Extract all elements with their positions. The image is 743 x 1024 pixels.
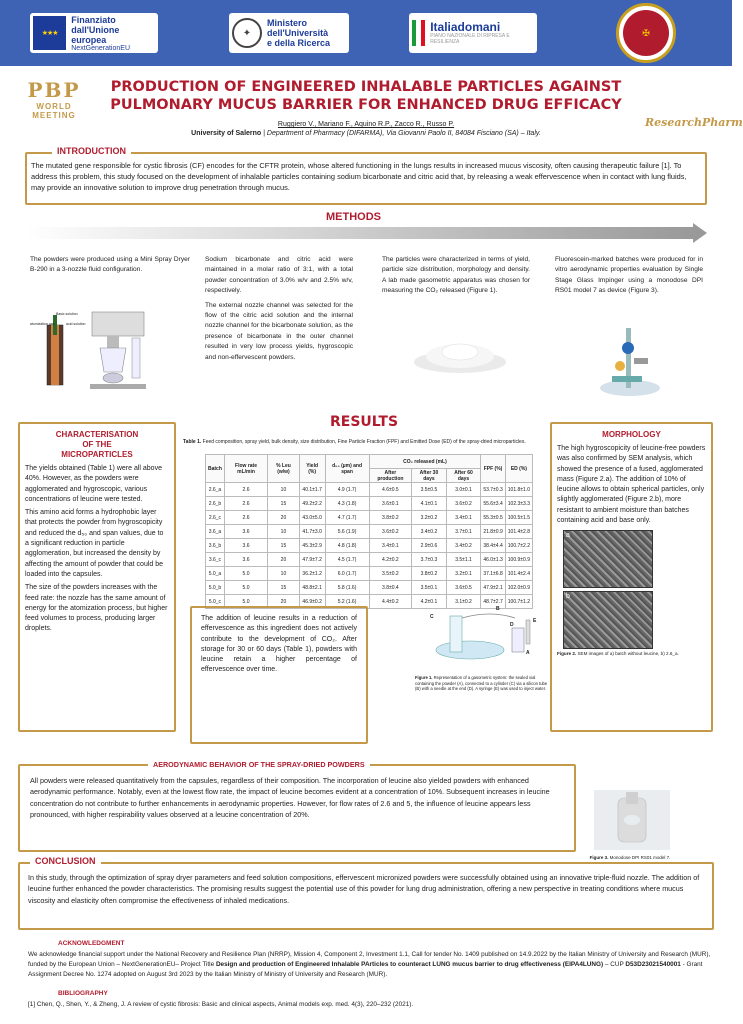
characterisation-heading-line1: CHARACTERISATION (55, 430, 139, 439)
table-cell: 55.3±0.5 (481, 511, 505, 525)
table-cell: 40.1±1.7 (299, 483, 325, 497)
eu-logo-line3: NextGenerationEU (71, 44, 131, 52)
morphology-text: The high hygroscopicity of leucine-free powders was also confirmed by SEM analysis, which showed the presence of a fused, agglomerated mass (Figure 2.a). The addition of 10% of leucine allows to obtain spherical particles, only slightly agglomerated (Figure 2.b), more resistant to ambient moisture than batches containing acid and base only. (557, 445, 706, 525)
table-cell: 4.6±0.5 (369, 483, 412, 497)
table-cell: 3.5±0.5 (412, 483, 447, 497)
conclusion-heading: CONCLUSION (30, 856, 101, 866)
table-caption (183, 439, 543, 445)
characterisation-p3: The size of the powders increases with the feed rate: the nozzle has the same amount of energy for the atomization process, but higher feed volumes to process, producing larger droplets. (25, 584, 168, 633)
morphology-heading: MORPHOLOGY (602, 430, 661, 439)
methods-col3-text: The particles were characterized in terms of yield, particle size distribution, morphology and density. A lab made gasometric apparatus was chosen for measuring the CO₂ released (Figure 1). (382, 256, 530, 295)
results-table-body (206, 483, 533, 609)
researchpharm-text: ResearchPharm (645, 116, 743, 129)
table-cell: 5.0_c (206, 595, 225, 609)
table-cell: 41.7±3.0 (299, 525, 325, 539)
table-cell: 4.8 (1.8) (325, 539, 369, 553)
italiadomani-subtext: PIANO NAZIONALE DI RIPRESA E RESILIENZA (430, 33, 510, 45)
fig3-caption-text: Monodose DPI RS01 model 7. (609, 855, 671, 860)
fig1-caption-text: Representation of a gasometric system: the sealed vial containing the powder (A), connected to a cylinder (C) via a silicon tube (B) with a needle at the end (D). A syringe (E) was used to inject water. (415, 675, 548, 692)
sem-image-b (563, 591, 653, 649)
table-cell: 20 (268, 595, 300, 609)
table-cell: 2.9±0.6 (412, 539, 447, 553)
ack-part1: We acknowledge financial support under the National Recovery and Resilience Plan (NRRP), Mission 4, Component 2, Investment 1.1, Call for tender No. 1409 published on 14.9.2022 by the Italian Ministry of University and Research (MUR), funded by the European Union – NextGenerationEU– Project Title (28, 951, 711, 968)
leucine-text: The addition of leucine results in a reduction of effervescence as this ingredient does not actively contribute to the development of CO₂. After storage for 30 or 60 days (Table 1), powders with leucine retain a higher percentage of effervescence over time. (201, 615, 357, 674)
table-cell: 3.6±0.2 (369, 525, 412, 539)
table-row (206, 511, 533, 525)
table-cell: 49.2±2.2 (299, 497, 325, 511)
table-cell: 15 (268, 539, 300, 553)
table-cell: 47.9±2.1 (481, 581, 505, 595)
table-cell: 3.6_b (206, 539, 225, 553)
table-cell: 15 (268, 581, 300, 595)
table-caption-text: Feed composition, spray yield, bulk density, size distribution, Fine Particle Fraction (FPF) and Emitted Dose (ED) of the spray-dried microparticles. (202, 439, 526, 445)
fig1-label-c: C (430, 614, 434, 620)
sem-label-b: b (566, 593, 570, 601)
italiadomani-logo (409, 13, 537, 53)
fig1-label-e: E (533, 618, 537, 624)
table-cell: 45.3±2.9 (299, 539, 325, 553)
ack-part3: - Grant Assignment Decree No. 1274 adopted on August 3rd 2023 by the Italian Ministry of Ministry of University and Research (MUR). (28, 961, 703, 978)
table-row (206, 553, 533, 567)
fig1-label-a: A (526, 650, 530, 656)
fig3-caption (585, 855, 675, 861)
methods-heading: METHODS (321, 211, 386, 223)
seal-emblem-icon: ✠ (623, 10, 669, 56)
table-row (206, 581, 533, 595)
fig1-label-d: D (510, 622, 514, 628)
title-line-1: PRODUCTION OF ENGINEERED INHALABLE PARTICLES AGAINST (110, 79, 622, 95)
table-cell: 100.7±2.2 (505, 539, 532, 553)
acknowledgment-text (28, 950, 718, 980)
table-cell: 102.3±3.3 (505, 497, 532, 511)
table-cell: 2.6 (224, 511, 267, 525)
fig1-label-b: B (496, 606, 500, 612)
table-cell: 4.2±0.2 (369, 553, 412, 567)
ack-project-title: Design and production of Engineered Inhalable PArticles to counteract LUNG mucus barrier to drug effectiveness (EIPA4LUNG) (215, 961, 604, 968)
table-cell: 3.4±0.2 (412, 525, 447, 539)
table-cell: 3.7±0.1 (446, 525, 481, 539)
table-cell: 48.7±2.7 (481, 595, 505, 609)
introduction-text: The mutated gene responsible for cystic fibrosis (CF) encodes for the CFTR protein, whose altered functioning in the lungs results in increased mucus viscosity, often causing therapeutic failure [1]. To address this problem, this study focused on the development of inhalable particles containing sodium bicarbonate and citric acid that, by releasing a weak effervescence when in contact with lung fluids, may provide an innovative solution to improve drug penetration through mucus. (31, 161, 687, 192)
table-cell: 3.8±0.2 (369, 511, 412, 525)
col-header-leu: % Leu (w/w) (268, 455, 300, 483)
table-cell: 10 (268, 525, 300, 539)
acknowledgment-heading: ACKNOWLEDGMENT (58, 940, 125, 947)
affiliation-university: University of Salerno (191, 130, 262, 137)
table-row (206, 539, 533, 553)
table-cell: 21.8±0.9 (481, 525, 505, 539)
dpi-device-image (594, 790, 670, 850)
table-cell: 101.4±2.4 (505, 567, 532, 581)
table-cell: 3.0±0.1 (446, 483, 481, 497)
aerodynamic-box (18, 764, 576, 852)
col-header-batch: Batch (206, 455, 225, 483)
mur-logo-line2: dell'Università (267, 28, 329, 38)
table-cell: 3.6 (224, 525, 267, 539)
table-cell: 100.9±0.9 (505, 553, 532, 567)
table-cell: 3.5±0.2 (369, 567, 412, 581)
characterisation-p1: The yields obtained (Table 1) were all above 40%. However, as the powders were agglomerated and hygroscopic, various concentrations of leucine were tested. (25, 465, 162, 503)
table-cell: 3.2±0.2 (412, 511, 447, 525)
researchpharm-logo (645, 116, 743, 129)
table-cell: 100.7±1.2 (505, 595, 532, 609)
col-header-ed: ED (%) (505, 455, 532, 483)
table-cell: 5.0_b (206, 581, 225, 595)
table-cell: 20 (268, 511, 300, 525)
characterisation-box (18, 422, 176, 732)
table-cell: 3.5±1.1 (446, 553, 481, 567)
label-basic-solution: Basic solution (56, 312, 78, 316)
table-cell: 2.6_b (206, 497, 225, 511)
results-heading: RESULTS (330, 414, 399, 430)
table-cell: 4.1±0.1 (412, 497, 447, 511)
table-cell: 100.5±1.5 (505, 511, 532, 525)
methods-col2-p2: The external nozzle channel was selected for the flow of the citric acid solution and the internal nozzle channel for the bicarbonate solution, as the presence of bicarbonate in the outer channel resulted in very low process yields, hygroscopic and non-effervescent powders. (205, 301, 353, 361)
table-cell: 10 (268, 567, 300, 581)
authors: Ruggiero V., Mariano F., Aquino R.P., Zacco R., Russo P. (277, 121, 455, 128)
table-row (206, 497, 533, 511)
eu-logo-line1: Finanziato (71, 14, 116, 25)
table-cell: 3.6 (224, 553, 267, 567)
italiadomani-text: Italiadomani (430, 20, 501, 34)
table-cell: 5.0 (224, 581, 267, 595)
table-cell: 3.6_c (206, 553, 225, 567)
table-row (206, 483, 533, 497)
col-header-d50: d₅₀ (µm) and span (325, 455, 369, 483)
table-row (206, 525, 533, 539)
eu-logo-line2: dall'Unione europea (71, 24, 120, 45)
conclusion-box (18, 862, 714, 930)
table-cell: 43.0±5.0 (299, 511, 325, 525)
pbp-logo (15, 78, 93, 120)
table-cell: 6.0 (1.7) (325, 567, 369, 581)
table-cell: 101.8±1.0 (505, 483, 532, 497)
table-cell: 3.6±0.5 (446, 581, 481, 595)
table-cell: 3.5±0.1 (412, 581, 447, 595)
methods-col2-p1: Sodium bicarbonate and citric acid were maintained in a molar ratio of 3:1, with a total powder concentration of 3.0% w/v and 2.5% w/v, respectively. (205, 256, 353, 295)
impinger-image (590, 318, 670, 398)
table-cell: 5.0 (224, 567, 267, 581)
university-seal-logo (616, 3, 676, 63)
table-cell: 5.6 (1.9) (325, 525, 369, 539)
pbp-logo-subtext: WORLD MEETING (32, 102, 76, 120)
eu-flag-icon: ★★★ (33, 16, 66, 50)
table-cell: 3.7±0.3 (412, 553, 447, 567)
table-cell: 3.4±0.1 (369, 539, 412, 553)
table-cell: 37.1±6.8 (481, 567, 505, 581)
results-table (205, 454, 533, 609)
col-header-flow-rate: Flow rate mL/min (224, 455, 267, 483)
table-cell: 4.2±0.1 (412, 595, 447, 609)
label-acid-solution: acid solution (66, 322, 86, 326)
table-cell: 47.9±7.2 (299, 553, 325, 567)
table-cell: 46.9±0.2 (299, 595, 325, 609)
table-cell: 3.4±0.1 (446, 511, 481, 525)
characterisation-heading-line3: MICROPARTICLES (61, 450, 133, 459)
table-cell: 20 (268, 553, 300, 567)
fig2-caption-text: SEM images of a) batch without leucine, b) 2.6_a. (577, 651, 679, 657)
spray-dryer-image (32, 300, 192, 395)
table-cell: 3.8±0.4 (369, 581, 412, 595)
pbp-logo-text: PBP (27, 78, 81, 102)
table-cell: 5.2 (1.6) (325, 595, 369, 609)
mur-logo (229, 13, 349, 53)
table-cell: 10 (268, 483, 300, 497)
col-header-yield: Yield (%) (299, 455, 325, 483)
ack-part2: – CUP (603, 961, 626, 968)
col-header-after-production: After production (369, 469, 412, 483)
leucine-box (190, 606, 368, 744)
table-cell: 2.6 (224, 497, 267, 511)
characterisation-p2: This amino acid forms a hydrophobic layer that protects the powder from hygroscopicity and reduced the d₅₀ and span values, due to a significant reduction in particle agglomeration, but increased the density by affecting the amount of powder that could be loaded into the capsules. (25, 509, 164, 578)
table-cell: 5.8 (1.6) (325, 581, 369, 595)
methods-col2 (205, 255, 353, 363)
table-cell: 3.6±0.1 (369, 497, 412, 511)
table-cell: 5.0_a (206, 567, 225, 581)
table-cell: 4.9 (1.7) (325, 483, 369, 497)
table-cell: 2.6_a (206, 483, 225, 497)
table-cell: 3.6 (224, 539, 267, 553)
table-cell: 3.6_a (206, 525, 225, 539)
table-cell: 101.4±2.8 (505, 525, 532, 539)
bibliography-heading: BIBLIOGRAPHY (58, 990, 108, 997)
table-cell: 2.6 (224, 483, 267, 497)
table-cell: 3.6±0.2 (446, 497, 481, 511)
fig1-caption (415, 675, 548, 692)
table-cell: 2.6_c (206, 511, 225, 525)
conclusion-text: In this study, through the optimization of spray dryer parameters and feed solution compositions, effervescent micronized powders were successfully obtained using an innovative triple-fluid nozzle. The addition of leucine further enhanced the powder characteristics. The promising results suggest the potential use of this powder for lung drug administration, offering a new perspective in treating conditions where mucus viscosity and elasticity often compromise the effectiveness of inhaled medications. (28, 873, 700, 905)
table-cell: 4.4±0.2 (369, 595, 412, 609)
italian-emblem-icon: ✦ (232, 18, 262, 48)
title-line-2: PULMONARY MUCUS BARRIER FOR ENHANCED DRUG EFFICACY (110, 97, 622, 113)
table-cell: 4.5 (1.7) (325, 553, 369, 567)
aerodynamic-text: All powders were released quantitatively from the capsules, regardless of their composition. The incorporation of leucine also yielded powders with enhanced aerodynamic performance. Notably, even at the lowest flow rate, the impact of leucine becomes evident at a concentration of 10%. Subsequent increases in leucine concentration do not contribute to further enhancements in aerodynamic properties. However, for flow rates of 2.6 and 5, the influence of leucine appears less pronounced, with higher respirability values observed at a leucine concentration of 20%. (30, 776, 550, 820)
table-cell: 4.3 (1.8) (325, 497, 369, 511)
col-header-after-60: After 60 days (446, 469, 481, 483)
affiliation-department: | Department of Pharmacy (DIFARMA), Via Giovanni Paolo II, 84084 Fisciano (SA) – Italy. (263, 130, 541, 137)
col-header-fpf: FPF (%) (481, 455, 505, 483)
methods-arrow-bar (25, 227, 695, 239)
table-cell: 3.8±0.2 (412, 567, 447, 581)
col-header-after-30: After 30 days (412, 469, 447, 483)
table-cell: 55.6±3.4 (481, 497, 505, 511)
gasometric-figure (420, 606, 547, 668)
methods-col4-text: Fluorescein-marked batches were produced for in vitro aerodynamic properties evaluation by Single Stage Glass Impinger using a monodose DPI RS01 model 7 as device (Figure 3). (555, 256, 703, 295)
aerodynamic-heading: AERODYNAMIC BEHAVIOR OF THE SPRAY-DRIED POWDERS (148, 760, 370, 769)
table-cell: 5.0 (224, 595, 267, 609)
sem-label-a: a (566, 532, 570, 540)
label-atomization-gas: atomization gas (30, 322, 55, 326)
powder-image (405, 330, 515, 375)
introduction-box (25, 152, 707, 205)
poster-title (100, 78, 632, 114)
table-cell: 46.0±1.3 (481, 553, 505, 567)
arrow-head-icon (693, 223, 707, 243)
ack-cup: D53D23021540001 (625, 961, 681, 968)
fig1-caption-label: Figure 1. (415, 675, 433, 680)
table-row (206, 567, 533, 581)
table-cell: 15 (268, 497, 300, 511)
eu-logo (30, 13, 158, 53)
table-cell: 3.2±0.1 (446, 567, 481, 581)
col-header-co2: CO₂ released (mL) (369, 455, 481, 469)
table-cell: 48.8±2.1 (299, 581, 325, 595)
fig2-caption-label: Figure 2. (557, 651, 577, 657)
methods-col1-text: The powders were produced using a Mini Spray Dryer B-290 in a 3-nozzle fluid configuration. (30, 256, 190, 274)
bibliography-text: [1] Chen, Q., Shen, Y., & Zheng, J. A review of cystic fibrosis: Basic and clinical aspects, Animal models exp. med. 4(3), 220–232 (2021). (28, 1001, 414, 1008)
authors-block (120, 120, 612, 138)
morphology-box (550, 422, 713, 732)
italian-flag-icon (412, 20, 425, 46)
table-cell: 36.2±1.2 (299, 567, 325, 581)
mur-logo-line3: e della Ricerca (267, 38, 331, 48)
table-cell: 53.7±0.3 (481, 483, 505, 497)
introduction-heading: INTRODUCTION (52, 146, 131, 156)
table-cell: 3.4±0.2 (446, 539, 481, 553)
table-cell: 38.4±4.4 (481, 539, 505, 553)
table-caption-label: Table 1. (183, 439, 202, 445)
sem-image-a (563, 530, 653, 588)
table-cell: 4.7 (1.7) (325, 511, 369, 525)
mur-logo-line1: Ministero (267, 18, 308, 28)
table-cell: 102.0±0.9 (505, 581, 532, 595)
characterisation-heading-line2: OF THE (82, 440, 112, 449)
table-cell: 3.1±0.2 (446, 595, 481, 609)
fig3-caption-label: Figure 3. (589, 855, 609, 860)
